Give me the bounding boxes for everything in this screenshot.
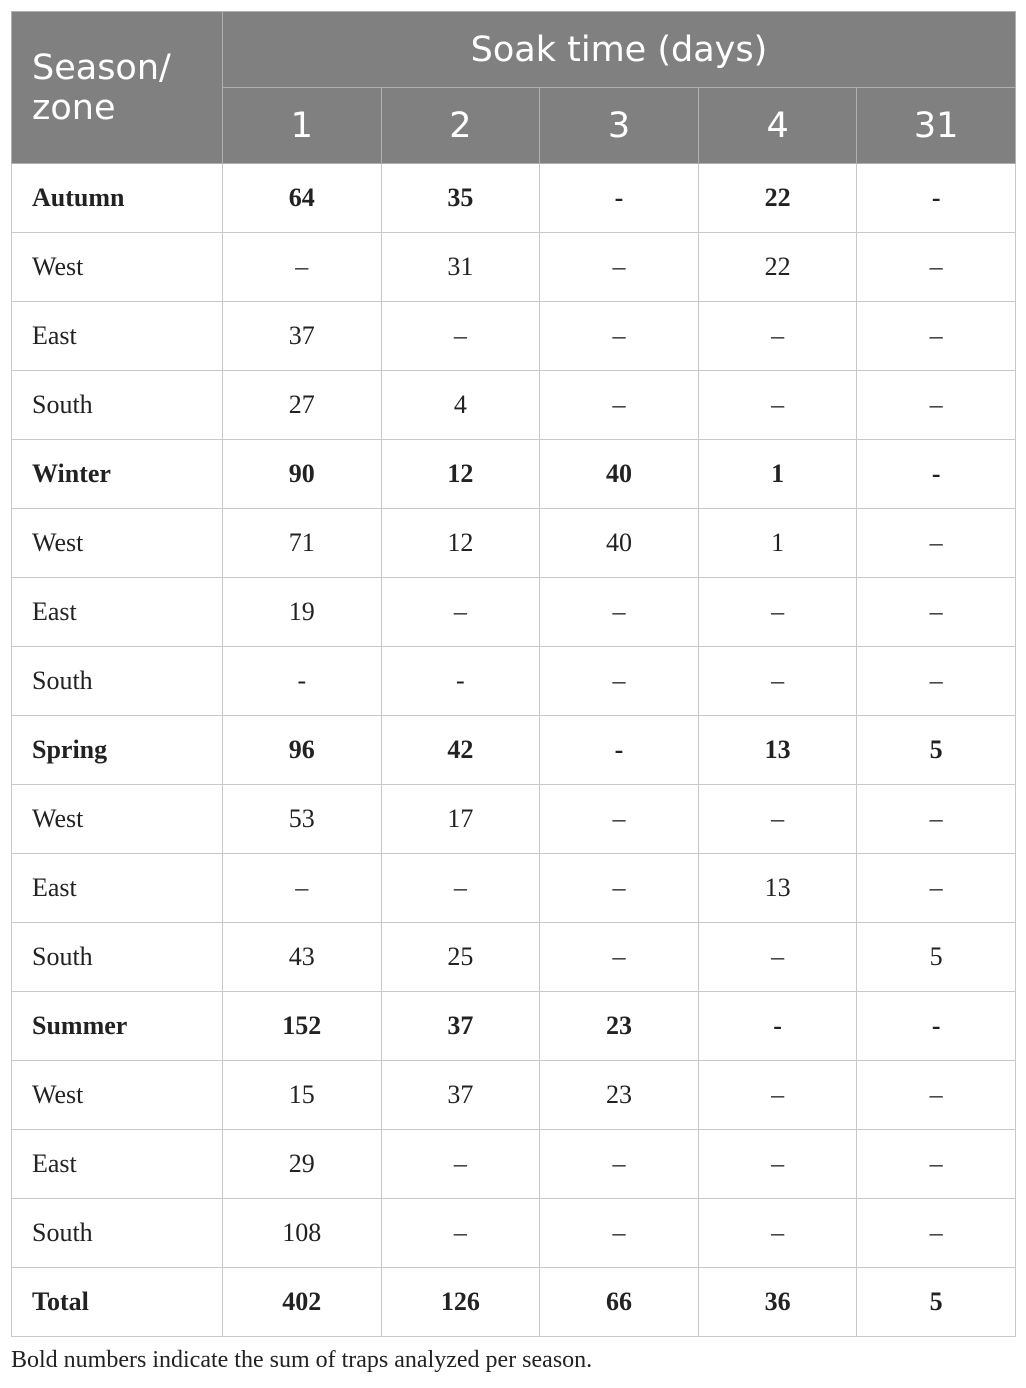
season-total-row: [12, 716, 1016, 785]
table-cell: 22: [698, 164, 857, 233]
zone-row: [12, 371, 1016, 440]
table-cell: 90: [223, 440, 382, 509]
table-cell: –: [540, 1199, 699, 1268]
table-cell: –: [223, 233, 382, 302]
table-cell: –: [698, 1130, 857, 1199]
table-cell: -: [381, 647, 540, 716]
zone-label: West: [12, 509, 223, 578]
table-cell: –: [857, 509, 1016, 578]
table-cell: 108: [223, 1199, 382, 1268]
table-cell: 66: [540, 1268, 699, 1337]
table-cell: 19: [223, 578, 382, 647]
table-cell: -: [857, 992, 1016, 1061]
zone-label: South: [12, 647, 223, 716]
table-cell: –: [381, 1130, 540, 1199]
table-cell: –: [540, 578, 699, 647]
table-cell: 37: [381, 992, 540, 1061]
table-body: [12, 164, 1016, 1337]
table-cell: –: [857, 854, 1016, 923]
table-cell: –: [540, 647, 699, 716]
table-cell: –: [540, 1130, 699, 1199]
table-cell: 40: [540, 440, 699, 509]
table-cell: 12: [381, 440, 540, 509]
table-cell: 22: [698, 233, 857, 302]
zone-label: East: [12, 854, 223, 923]
table-cell: –: [857, 1199, 1016, 1268]
season-zone-header: [12, 12, 223, 164]
table-cell: -: [540, 164, 699, 233]
table-cell: 36: [698, 1268, 857, 1337]
table-cell: –: [698, 785, 857, 854]
season-label: Autumn: [12, 164, 223, 233]
soak-time-group-header: Soak time (days): [223, 12, 1016, 88]
season-total-row: [12, 992, 1016, 1061]
table-cell: –: [698, 923, 857, 992]
zone-row: [12, 302, 1016, 371]
table-cell: 64: [223, 164, 382, 233]
table-cell: 42: [381, 716, 540, 785]
soak-day-header-1: 1: [223, 88, 382, 164]
table-cell: –: [698, 647, 857, 716]
table-cell: 12: [381, 509, 540, 578]
soak-day-header-4: 4: [698, 88, 857, 164]
table-cell: –: [540, 371, 699, 440]
table-cell: –: [223, 854, 382, 923]
table-cell: 5: [857, 1268, 1016, 1337]
table-cell: –: [540, 302, 699, 371]
table-cell: 15: [223, 1061, 382, 1130]
season-zone-header-text: Season/ zone: [32, 47, 171, 128]
table-cell: –: [698, 371, 857, 440]
table-cell: 126: [381, 1268, 540, 1337]
zone-row: [12, 1199, 1016, 1268]
zone-label: West: [12, 785, 223, 854]
table-cell: 1: [698, 440, 857, 509]
table-cell: –: [698, 578, 857, 647]
zone-row: [12, 578, 1016, 647]
zone-row: [12, 647, 1016, 716]
zone-label: East: [12, 578, 223, 647]
table-cell: -: [540, 716, 699, 785]
zone-row: [12, 854, 1016, 923]
table-cell: -: [698, 992, 857, 1061]
table-cell: 71: [223, 509, 382, 578]
zone-label: East: [12, 302, 223, 371]
table-cell: 4: [381, 371, 540, 440]
table-cell: 37: [381, 1061, 540, 1130]
table-cell: 1: [698, 509, 857, 578]
table-cell: –: [698, 1061, 857, 1130]
table-cell: 35: [381, 164, 540, 233]
soak-day-header-3: 3: [540, 88, 699, 164]
soak-time-table: [11, 11, 1016, 1337]
zone-row: [12, 785, 1016, 854]
table-cell: 23: [540, 1061, 699, 1130]
table-cell: 5: [857, 923, 1016, 992]
table-cell: –: [381, 302, 540, 371]
table-cell: 37: [223, 302, 382, 371]
season-total-row: [12, 1268, 1016, 1337]
soak-time-table-container: [11, 11, 1015, 1337]
zone-label: South: [12, 371, 223, 440]
table-cell: 31: [381, 233, 540, 302]
table-cell: 29: [223, 1130, 382, 1199]
table-cell: –: [857, 302, 1016, 371]
table-cell: 53: [223, 785, 382, 854]
table-cell: –: [381, 578, 540, 647]
table-cell: -: [223, 647, 382, 716]
table-cell: –: [857, 578, 1016, 647]
table-cell: 40: [540, 509, 699, 578]
table-cell: –: [381, 854, 540, 923]
table-cell: 17: [381, 785, 540, 854]
zone-row: [12, 923, 1016, 992]
table-cell: –: [857, 233, 1016, 302]
table-cell: 23: [540, 992, 699, 1061]
soak-day-header-31: 31: [857, 88, 1016, 164]
table-cell: –: [540, 923, 699, 992]
season-label: Total: [12, 1268, 223, 1337]
table-cell: -: [857, 440, 1016, 509]
table-cell: 5: [857, 716, 1016, 785]
season-total-row: [12, 164, 1016, 233]
table-cell: 13: [698, 716, 857, 785]
zone-label: East: [12, 1130, 223, 1199]
table-cell: -: [857, 164, 1016, 233]
table-cell: 27: [223, 371, 382, 440]
table-cell: 13: [698, 854, 857, 923]
table-cell: 402: [223, 1268, 382, 1337]
zone-row: [12, 233, 1016, 302]
table-cell: 25: [381, 923, 540, 992]
soak-day-header-2: 2: [381, 88, 540, 164]
zone-label: South: [12, 923, 223, 992]
zone-row: [12, 1061, 1016, 1130]
table-cell: –: [540, 233, 699, 302]
table-cell: 152: [223, 992, 382, 1061]
zone-label: South: [12, 1199, 223, 1268]
table-footnote: Bold numbers indicate the sum of traps analyzed per season.: [11, 1347, 593, 1373]
table-cell: –: [857, 1130, 1016, 1199]
table-cell: –: [857, 371, 1016, 440]
table-cell: 43: [223, 923, 382, 992]
table-cell: –: [698, 1199, 857, 1268]
zone-row: [12, 1130, 1016, 1199]
table-cell: –: [540, 854, 699, 923]
zone-row: [12, 509, 1016, 578]
zone-label: West: [12, 233, 223, 302]
table-header: [12, 12, 1016, 164]
table-cell: –: [857, 1061, 1016, 1130]
table-cell: –: [857, 785, 1016, 854]
season-total-row: [12, 440, 1016, 509]
table-cell: –: [698, 302, 857, 371]
table-cell: –: [857, 647, 1016, 716]
table-cell: 96: [223, 716, 382, 785]
table-cell: –: [540, 785, 699, 854]
zone-label: West: [12, 1061, 223, 1130]
season-label: Spring: [12, 716, 223, 785]
table-cell: –: [381, 1199, 540, 1268]
season-label: Summer: [12, 992, 223, 1061]
season-label: Winter: [12, 440, 223, 509]
